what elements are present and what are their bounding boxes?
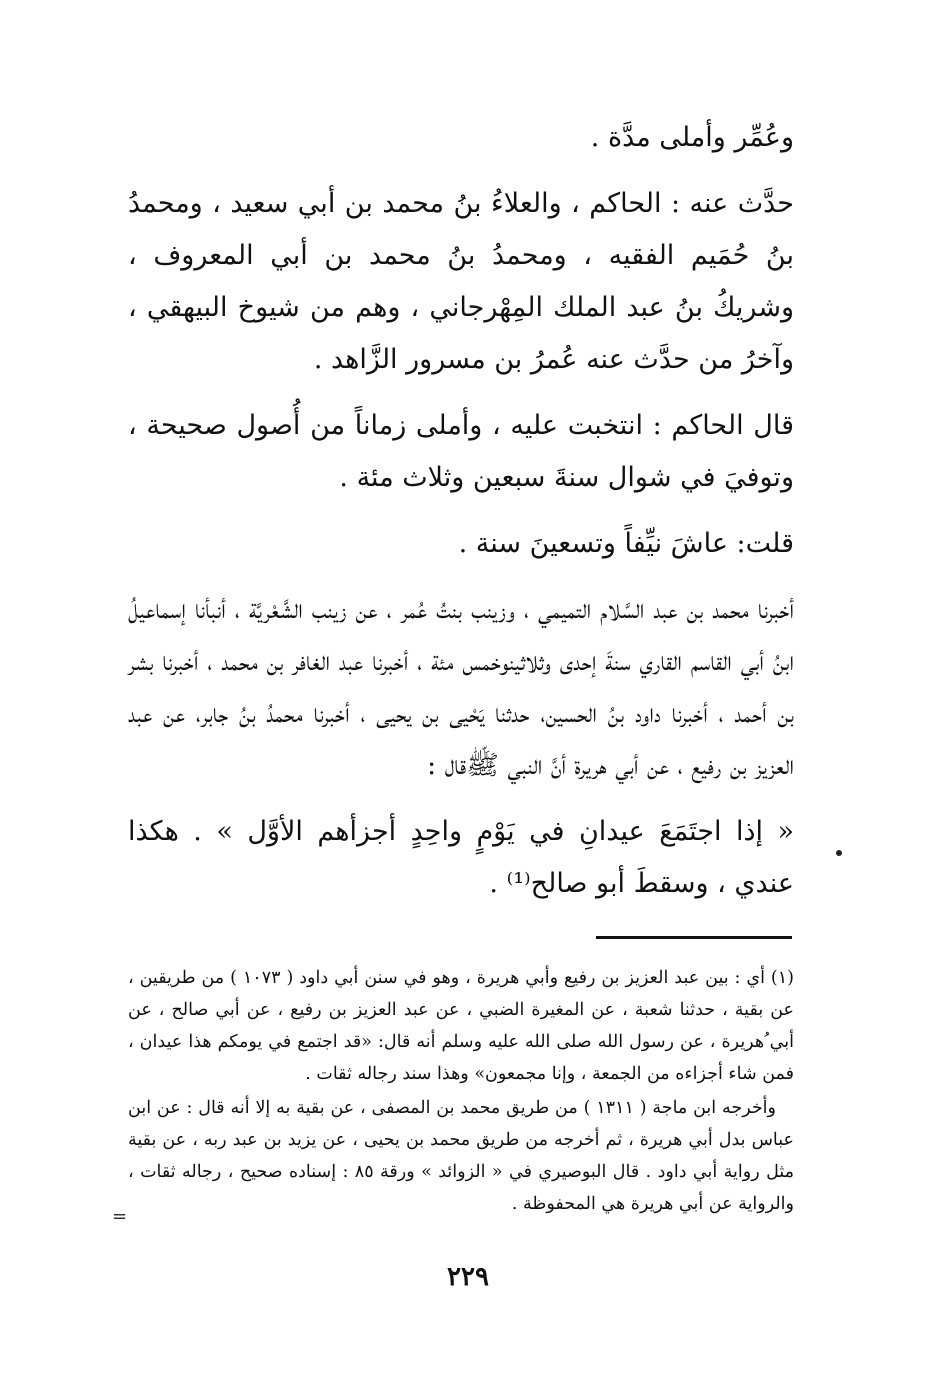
margin-dot (836, 850, 842, 856)
footnote-1-continued: وأخرجه ابن ماجة ( ١٣١١ ) من طريق محمد بن المصفى ، عن بقية به إلا أنه قال : عن ابن عباس بدل أبي هريرة ، ثم أخرجه من طريق محمد بن يحيى ، عن يزيد بن عبد ربه ، عن بقية مثل رواية أبي داود . قال البوصيري في « الزوائد » ورقة ٨٥ : إسناده صحيح ، رجاله ثقات ، والرواية عن أبي هريرة هي المحفوظة . (128, 1098, 794, 1214)
footnotes-section (128, 962, 794, 1222)
footnote-1: (١) أي : بين عبد العزيز بن رفيع وأبي هريرة ، وهو في سنن أبي داود ( ١٠٧٣ ) من طريقين ، عن بقية ، حدثنا شعبة ، عن المغيرة الضبي ، عن عبد العزيز بن رفيع ، عن أبي صالح ، عن أبي ُهريرة ، عن رسول الله صلى الله عليه وسلم أنه قال: «قد اجتمع في يومكم هذا عيدان ، فمن شاء أجزاءه من الجمعة ، وإنا مجمعون» وهذا سند رجاله ثقات . (128, 968, 794, 1084)
paragraph-hadith: « إذا اجتَمَعَ عيدانِ في يَوْمٍ واحِدٍ أجزأهم الأوَّل » . هكذا عندي ، وسقطَ أبو صالح⁽¹⁾ . (128, 816, 794, 899)
paragraph-narrators: حدَّث عنه : الحاكم ، والعلاءُ بنُ محمد بن أبي سعيد ، ومحمدُ بنُ حُمَيم الفقيه ، ومحمدُ بنُ محمد بن أبي المعروف ، وشريكُ بنُ عبد الملك المِهْرجاني ، وهم من شيوخ البيهقي ، وآخرُ من حدَّث عنه عُمرُ بن مسرور الزَّاهد . (128, 188, 794, 375)
margin-mark: = (112, 1206, 128, 1227)
paragraph-lifespan: وعُمِّر وأملى مدَّة . (590, 122, 794, 153)
paragraph-author-note: قلت: عاشَ نيِّفاً وتسعينَ سنة . (458, 528, 794, 559)
paragraph-isnad: أخبرنا محمد بن عبد السَّلام التميمي ، وزينب بنتُ عُمر ، عن زينب الشَّعْريَّة ، أنبأنا إسماعيلُ ابنُ أبي القاسم القاري سنةَ إحدى وثلاثينوخمس مئة ، أخبرنا عبد الغافر بن محمد ، أخبرنا بشر بن أحمد ، أخبرنا داود بنُ الحسين، حدثنا يَحْيى بن يحيى ، أخبرنا محمدُ بنُ جابر، عن عبد العزيز بن رفيع ، عن أبي هريرة أنَّ النبي ﷺقال : (128, 594, 794, 781)
page-number: ٢٢٩ (447, 1262, 489, 1292)
main-text (128, 112, 794, 924)
paragraph-hakim-quote: قال الحاكم : انتخبت عليه ، وأملى زماناً من أُصول صحيحة ، وتوفيَ في شوال سنةَ سبعين وثلاث مئة . (128, 410, 794, 493)
footnote-separator (596, 936, 792, 939)
